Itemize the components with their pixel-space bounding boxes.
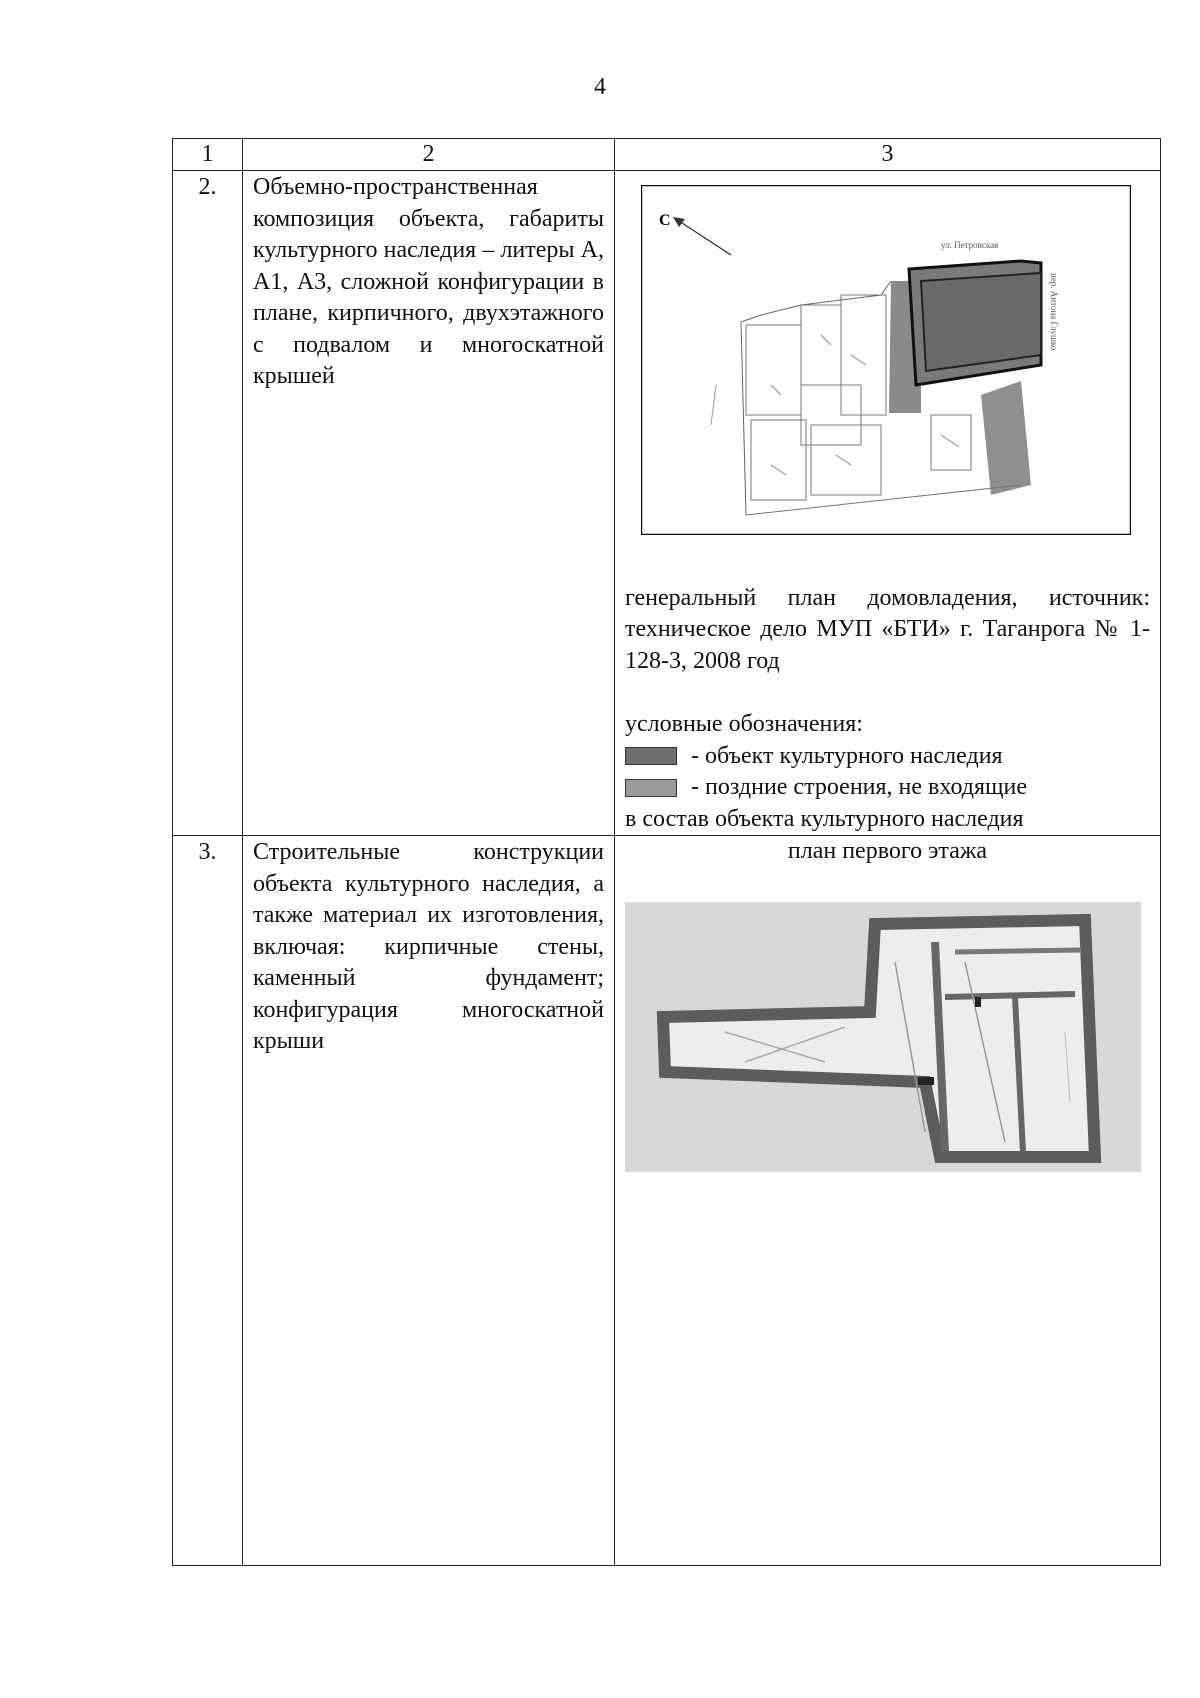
row-figure-cell [615,836,1161,1566]
table-row [173,171,1161,836]
floor-plan-title: план первого этажа [787,838,988,864]
table-header-row [173,139,1161,171]
legend-title: условные обозначения: [625,711,863,737]
row-description: Строительные конструкции объекта культурного наследия, а также материал их изготовления, включая: кирпичные стены, каменный фундамент; конфигурация многоскатной крыши [243,836,615,1566]
header-col-2: 2 [243,139,615,171]
street-label-top: ул. Петровская [941,240,999,250]
figure-caption: генеральный план домовладения, источник: техническое дело МУП «БТИ» г. Таганрога № 1-128-3, 2008 год [625,584,1150,674]
legend-item [625,741,1150,773]
legend-tail: в состав объекта культурного наследия [625,805,1024,832]
north-label: С [659,212,671,229]
table-row [173,836,1161,1566]
legend-item [625,772,1150,804]
floor-plan-image [625,902,1141,1172]
header-col-1: 1 [173,139,243,171]
street-label-side: пер. Антона Глушко [1049,273,1059,351]
legend-item-label: - объект культурного наследия [691,742,1003,769]
page-number: 4 [594,74,606,100]
legend-swatch-heritage [625,747,677,765]
header-col-3: 3 [615,139,1161,171]
site-plan-image [641,185,1131,535]
row-number: 2. [173,171,243,836]
heritage-table [172,138,1161,1566]
row-figure-cell [615,171,1161,836]
row-description: Объемно-пространственная композиция объекта, габариты культурного наследия – литеры А, А1, А3, сложной конфигурации в плане, кирпичного, двухэтажного с подвалом и многоскатной крышей [243,171,615,836]
legend-item-label: - поздние строения, не входящие [691,774,1027,800]
row-number: 3. [173,836,243,1566]
legend-swatch-later [625,779,677,797]
